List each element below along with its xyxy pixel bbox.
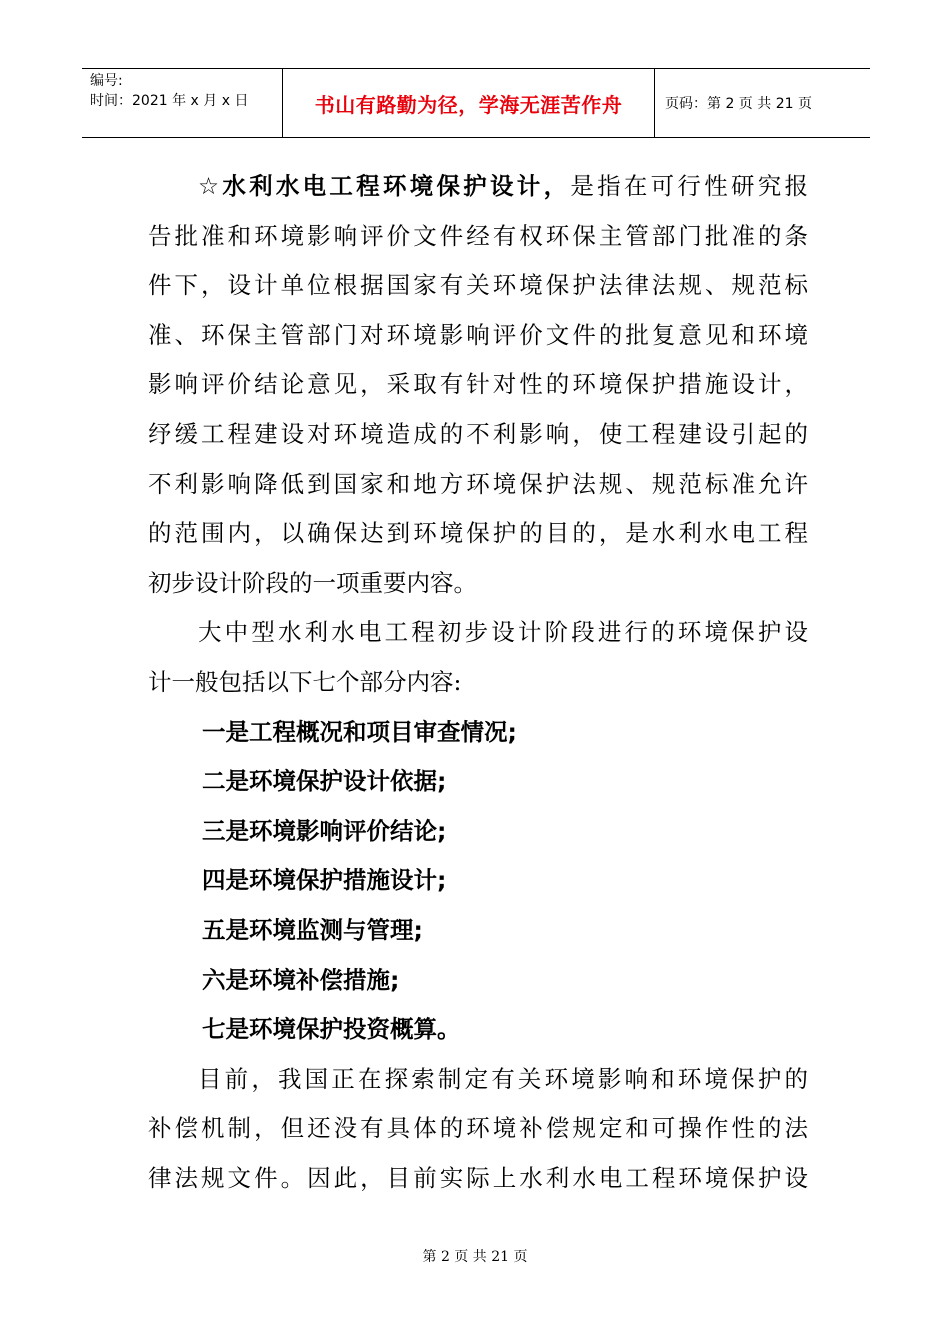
paragraph2-line: 大中型水利水电工程初步设计阶段进行的环境保护设 bbox=[198, 618, 808, 647]
list-item: 七是环境保护投资概算。 bbox=[202, 1015, 461, 1044]
paragraph1-line: 影响评价结论意见，采取有针对性的环境保护措施设计， bbox=[148, 370, 808, 399]
paragraph1-line: 不利影响降低到国家和地方环境保护法规、规范标准允许 bbox=[148, 469, 808, 498]
list-item: 二是环境保护设计依据; bbox=[202, 767, 447, 796]
paragraph1-line: 纾缓工程建设对环境造成的不利影响，使工程建设引起的 bbox=[148, 419, 808, 448]
list-item: 一是工程概况和项目审查情况; bbox=[202, 717, 517, 746]
header-motto-cell bbox=[282, 69, 655, 137]
paragraph1-line: 初步设计阶段的一项重要内容。 bbox=[148, 568, 477, 597]
paragraph1-line: 准、环保主管部门对环境影响评价文件的批复意见和环境 bbox=[148, 320, 808, 349]
paragraph3-line: 目前，我国正在探索制定有关环境影响和环境保护的 bbox=[198, 1064, 808, 1093]
paragraph3-line: 律法规文件。因此，目前实际上水利水电工程环境保护设 bbox=[148, 1163, 808, 1192]
page-footer: 第 2 页 共 21 页 bbox=[422, 1249, 528, 1265]
header-motto: 书山有路勤为径，学海无涯苦作舟 bbox=[314, 92, 623, 117]
list-item: 三是环境影响评价结论; bbox=[202, 816, 447, 845]
list-item: 六是环境补偿措施; bbox=[202, 965, 400, 994]
paragraph3-line: 补偿机制，但还没有具体的环境补偿规定和可操作性的法 bbox=[148, 1114, 808, 1143]
list-item: 四是环境保护措施设计; bbox=[202, 866, 447, 895]
document-body bbox=[148, 162, 808, 1203]
paragraph1-line: 的范围内，以确保达到环境保护的目的，是水利水电工程 bbox=[148, 519, 808, 548]
paragraph1-line1 bbox=[148, 162, 808, 212]
list-item: 五是环境监测与管理; bbox=[202, 915, 423, 944]
header-page-info: 页码：第 2 页 共 21 页 bbox=[665, 96, 812, 112]
paragraph1-line1-rest: 是指在可行性研究报 bbox=[570, 172, 808, 200]
header-page-info-cell bbox=[655, 69, 870, 137]
header-table bbox=[82, 68, 870, 138]
header-meta bbox=[82, 69, 282, 137]
number-label: 编号: bbox=[90, 73, 123, 89]
paragraph1-lead: ☆水利水电工程环境保护设计， bbox=[198, 172, 571, 200]
paragraph1-line: 件下，设计单位根据国家有关环境保护法律法规、规范标 bbox=[148, 271, 808, 300]
paragraph1-line: 告批准和环境影响评价文件经有权环保主管部门批准的条 bbox=[148, 221, 808, 250]
time-label: 时间：2021 年 x 月 x 日 bbox=[90, 93, 249, 109]
paragraph2-line: 计一般包括以下七个部分内容: bbox=[148, 667, 462, 696]
